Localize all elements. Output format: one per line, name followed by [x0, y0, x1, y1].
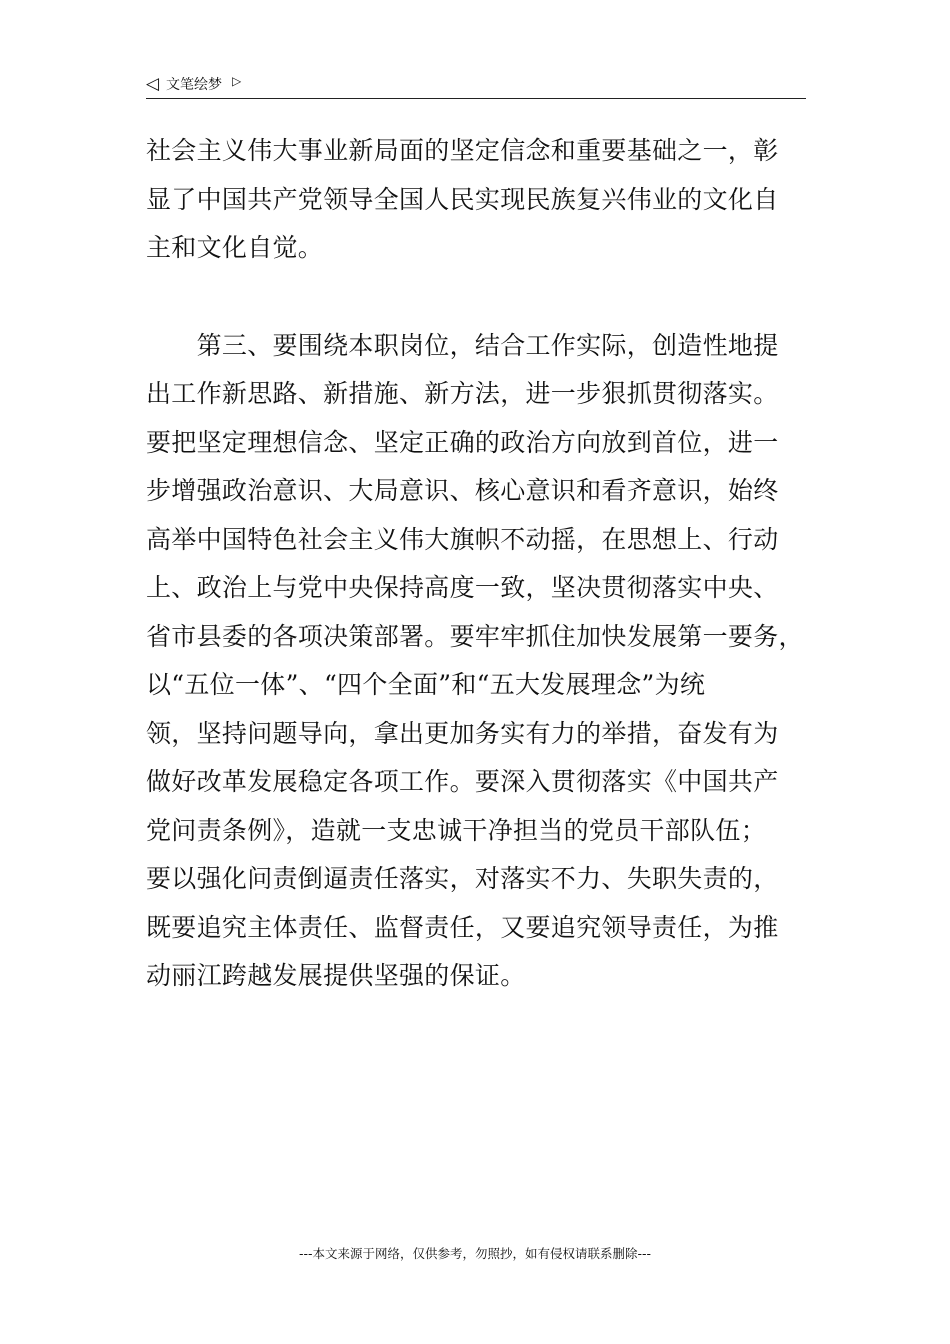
page-header — [146, 72, 806, 99]
text-line: 要以强化问责倒逼责任落实，对落实不力、失职失责的， — [146, 864, 779, 893]
text-line: 以“五位一体”、“四个全面”和“五大发展理念”为统 — [146, 670, 706, 699]
text-line: 第三、要围绕本职岗位，结合工作实际，创造性地提 — [146, 330, 779, 360]
text-line: 出工作新思路、新措施、新方法，进一步狠抓贯彻落实。 — [146, 379, 779, 408]
source-disclaimer-footer: ---本文来源于网络，仅供参考，勿照抄，如有侵权请联系删除--- — [298, 1246, 652, 1261]
header-title: 文笔绘梦 — [166, 77, 222, 93]
text-line: 省市县委的各项决策部署。要牢牢抓住加快发展第一要务， — [146, 621, 804, 651]
text-line: 主和文化自觉。 — [146, 233, 324, 262]
paragraph-spacer — [146, 273, 811, 322]
left-triangle-icon: ◁ — [146, 74, 160, 94]
text-line: 步增强政治意识、大局意识、核心意识和看齐意识，始终 — [146, 476, 779, 505]
text-line: 要把坚定理想信念、坚定正确的政治方向放到首位，进一 — [146, 427, 779, 457]
text-line: 做好改革发展稳定各项工作。要深入贯彻落实《中国共产 — [146, 767, 779, 796]
text-line: 领，坚持问题导向，拿出更加务实有力的举措，奋发有为 — [146, 718, 779, 748]
document-body — [146, 127, 811, 1001]
paragraph-continuation — [146, 127, 811, 273]
paragraph-third-point — [146, 322, 811, 1001]
right-triangle-icon: ▷ — [232, 74, 242, 88]
text-line: 动丽江跨越发展提供坚强的保证。 — [146, 961, 526, 990]
text-line: 党问责条例》，造就一支忠诚干净担当的党员干部队伍； — [146, 815, 767, 845]
text-line: 上、政治上与党中央保持高度一致，坚决贯彻落实中央、 — [146, 573, 779, 602]
text-line: 既要追究主体责任、监督责任，又要追究领导责任，为推 — [146, 912, 779, 942]
text-line: 社会主义伟大事业新局面的坚定信念和重要基础之一，彰 — [146, 136, 779, 165]
text-line: 高举中国特色社会主义伟大旗帜不动摇，在思想上、行动 — [146, 524, 779, 554]
text-line: 显了中国共产党领导全国人民实现民族复兴伟业的文化自 — [146, 184, 779, 214]
